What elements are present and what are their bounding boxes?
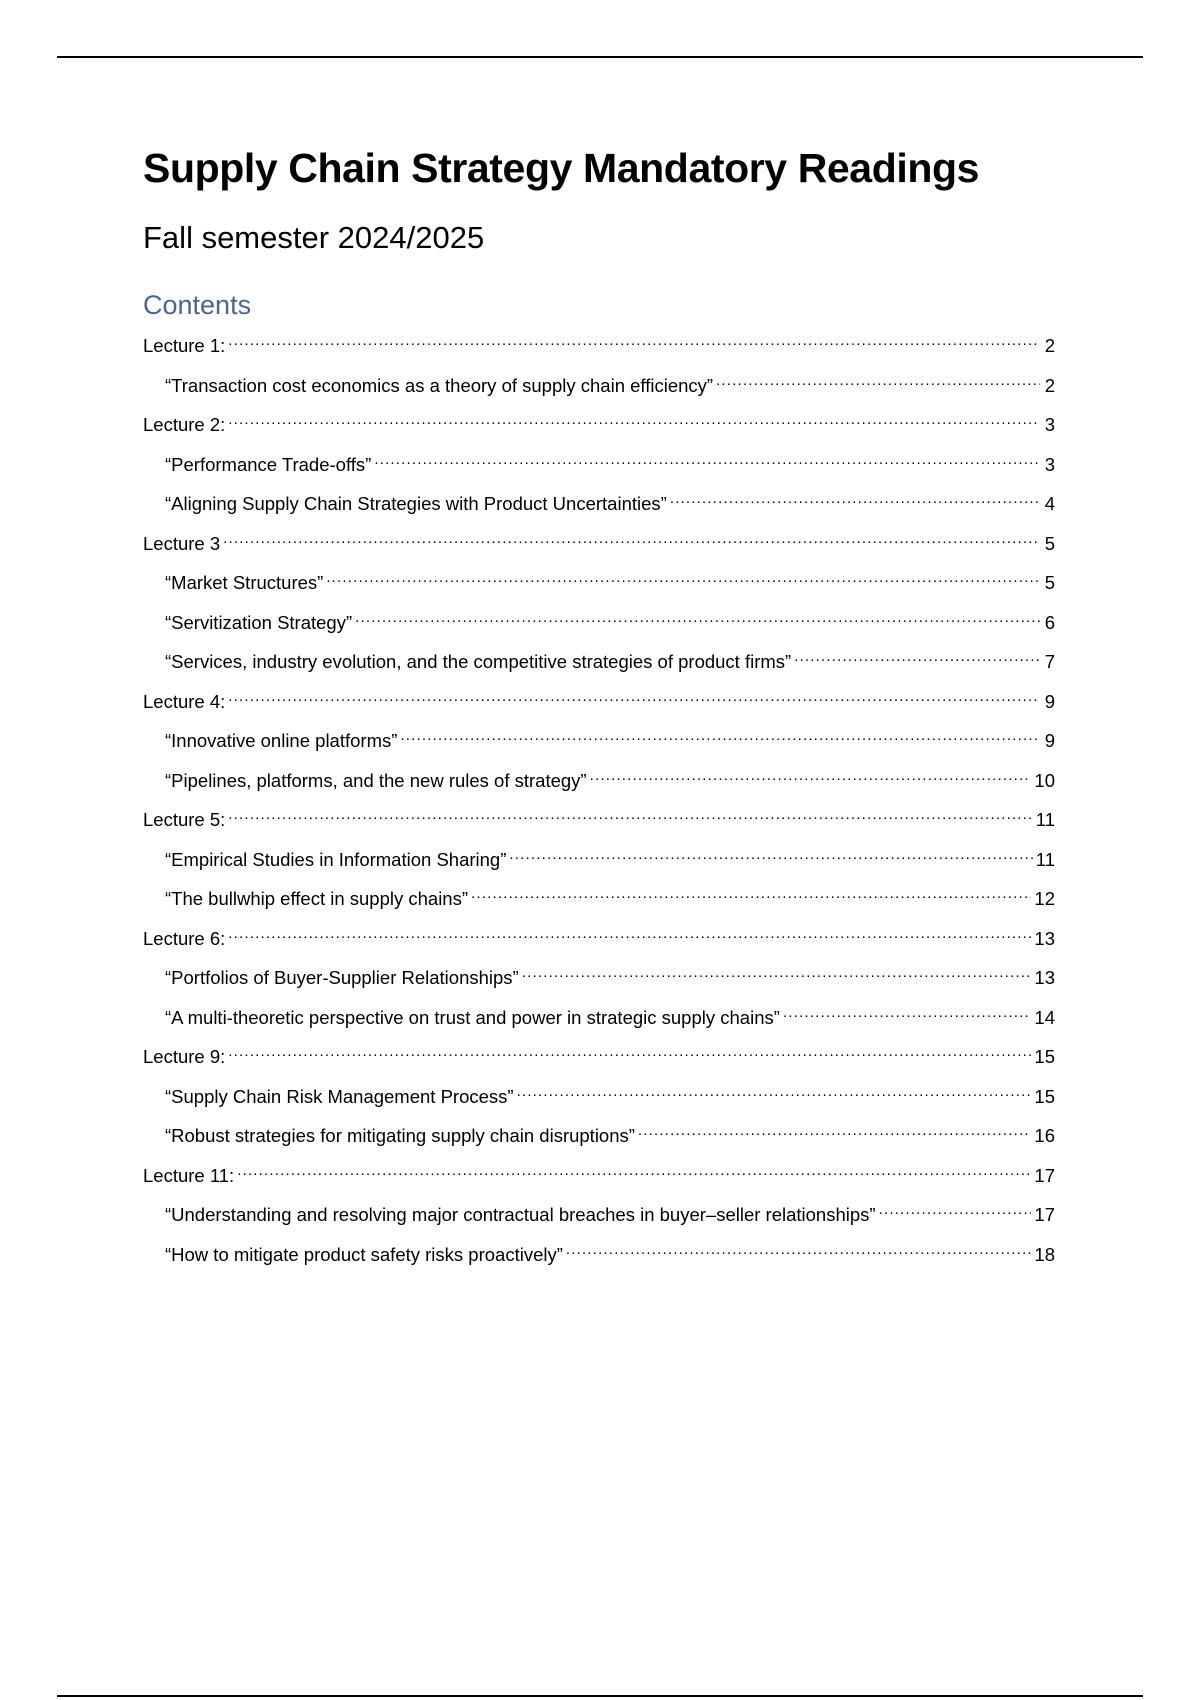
toc-entry-title: “Pipelines, platforms, and the new rules of strategy” [165, 769, 587, 791]
toc-lecture-entry[interactable] [143, 684, 1055, 724]
toc-reading-entry[interactable] [143, 960, 1055, 1000]
toc-dot-leader [228, 407, 1040, 431]
toc-reading-entry[interactable] [143, 486, 1055, 526]
toc-page-number: 12 [1034, 888, 1055, 909]
toc-reading-entry[interactable] [143, 447, 1055, 487]
toc-page-number: 18 [1034, 1243, 1055, 1265]
toc-dot-leader [237, 1158, 1031, 1182]
toc-reading-entry[interactable] [143, 565, 1055, 605]
toc-reading-entry[interactable] [143, 1118, 1055, 1158]
toc-entry-title: Lecture 4: [143, 690, 226, 712]
toc-page-number: 17 [1034, 1204, 1055, 1225]
toc-entry-title: “Transaction cost economics as a theory of supply chain efficiency” [165, 374, 714, 396]
toc-reading-entry[interactable] [143, 605, 1055, 645]
toc-reading-entry[interactable] [143, 763, 1055, 803]
toc-page-number: 15 [1034, 1085, 1055, 1107]
toc-page-number: 3 [1044, 414, 1055, 435]
toc-lecture-entry[interactable] [143, 1158, 1055, 1198]
toc-entry-title: “Supply Chain Risk Management Process” [165, 1085, 514, 1107]
toc-lecture-entry[interactable] [143, 1039, 1055, 1079]
toc-reading-entry[interactable] [143, 1197, 1055, 1237]
toc-dot-leader [670, 486, 1040, 510]
toc-entry-title: “Servitization Strategy” [165, 611, 353, 633]
toc-entry-title: “A multi-theoretic perspective on trust and power in strategic supply chains” [165, 1006, 780, 1028]
toc-reading-entry[interactable] [143, 881, 1055, 921]
toc-entry-title: Lecture 5: [143, 809, 226, 830]
toc-entry-title: Lecture 9: [143, 1046, 226, 1067]
toc-page-number: 7 [1044, 651, 1055, 672]
toc-heading: Contents [143, 290, 252, 320]
toc-entry-title: “Portfolios of Buyer-Supplier Relationships” [165, 967, 519, 988]
toc-lecture-entry[interactable] [143, 921, 1055, 961]
toc-lecture-entry[interactable] [143, 407, 1055, 447]
toc-entry-title: “Empirical Studies in Information Sharing” [165, 848, 507, 870]
toc-page-number: 16 [1034, 1125, 1055, 1146]
toc-entry-title: Lecture 6: [143, 927, 226, 949]
footer-rule [57, 1695, 1143, 1697]
toc-reading-entry[interactable] [143, 368, 1055, 408]
toc-entry-title: “Performance Trade-offs” [165, 453, 372, 475]
toc-page-number: 2 [1044, 335, 1055, 356]
toc-dot-leader [566, 1237, 1032, 1261]
toc-page-number: 2 [1044, 374, 1055, 396]
toc-entry-title: Lecture 11: [143, 1164, 235, 1186]
toc-dot-leader [223, 526, 1040, 550]
toc-dot-leader [879, 1197, 1032, 1221]
toc-dot-leader [400, 723, 1040, 747]
toc-dot-leader [228, 802, 1033, 826]
toc-dot-leader [228, 1039, 1031, 1063]
toc-dot-leader [228, 328, 1040, 352]
toc-dot-leader [638, 1118, 1032, 1142]
toc-dot-leader [517, 1079, 1032, 1103]
toc-dot-leader [794, 644, 1040, 668]
toc-dot-leader [228, 684, 1040, 708]
toc-page-number: 14 [1034, 1006, 1055, 1028]
toc-dot-leader [374, 447, 1040, 471]
toc-reading-entry[interactable] [143, 1237, 1055, 1277]
toc-lecture-entry[interactable] [143, 802, 1055, 842]
toc-lecture-entry[interactable] [143, 328, 1055, 368]
toc-entry-title: “Robust strategies for mitigating supply chain disruptions” [165, 1125, 635, 1146]
document-title: Supply Chain Strategy Mandatory Readings [143, 145, 980, 191]
toc-reading-entry[interactable] [143, 644, 1055, 684]
toc-entry-title: “The bullwhip effect in supply chains” [165, 888, 469, 909]
toc-dot-leader [783, 1000, 1032, 1024]
toc-entry-title: “Aligning Supply Chain Strategies with Product Uncertainties” [165, 493, 667, 514]
toc-dot-leader [471, 881, 1031, 905]
toc-dot-leader [509, 842, 1032, 866]
toc-entry-title: Lecture 1: [143, 335, 226, 356]
toc-reading-entry[interactable] [143, 1000, 1055, 1040]
document-subtitle: Fall semester 2024/2025 [143, 220, 485, 255]
toc-entry-title: “Innovative online platforms” [165, 730, 398, 751]
toc-reading-entry[interactable] [143, 723, 1055, 763]
toc-entry-title: “How to mitigate product safety risks proactively” [165, 1243, 563, 1265]
toc-reading-entry[interactable] [143, 842, 1055, 882]
toc-page-number: 5 [1044, 572, 1055, 593]
header-rule [57, 56, 1143, 58]
toc-page-number: 4 [1044, 493, 1055, 514]
toc-page-number: 10 [1034, 769, 1055, 791]
toc-entry-title: Lecture 3 [143, 532, 221, 554]
toc-entry-title: “Services, industry evolution, and the competitive strategies of product firms” [165, 651, 792, 672]
toc-page-number: 11 [1035, 809, 1055, 830]
toc-dot-leader [228, 921, 1031, 945]
toc-dot-leader [716, 368, 1040, 392]
toc-dot-leader [590, 763, 1032, 787]
toc-page-number: 5 [1044, 532, 1055, 554]
toc-page-number: 11 [1035, 848, 1055, 870]
toc-dot-leader [326, 565, 1040, 589]
toc-page-number: 13 [1034, 927, 1055, 949]
toc-entry-title: Lecture 2: [143, 414, 226, 435]
toc-entry-title: “Market Structures” [165, 572, 324, 593]
toc-entry-title: “Understanding and resolving major contractual breaches in buyer–seller relationships” [165, 1204, 876, 1225]
toc-page-number: 9 [1044, 730, 1055, 751]
toc-dot-leader [522, 960, 1032, 984]
document-body [143, 140, 1055, 1276]
toc-page-number: 6 [1044, 611, 1055, 633]
table-of-contents [143, 328, 1055, 1276]
toc-page-number: 3 [1044, 453, 1055, 475]
toc-page-number: 15 [1034, 1046, 1055, 1067]
toc-page-number: 9 [1044, 690, 1055, 712]
toc-dot-leader [355, 605, 1040, 629]
toc-lecture-entry[interactable] [143, 526, 1055, 566]
toc-page-number: 17 [1034, 1164, 1055, 1186]
toc-reading-entry[interactable] [143, 1079, 1055, 1119]
toc-page-number: 13 [1034, 967, 1055, 988]
